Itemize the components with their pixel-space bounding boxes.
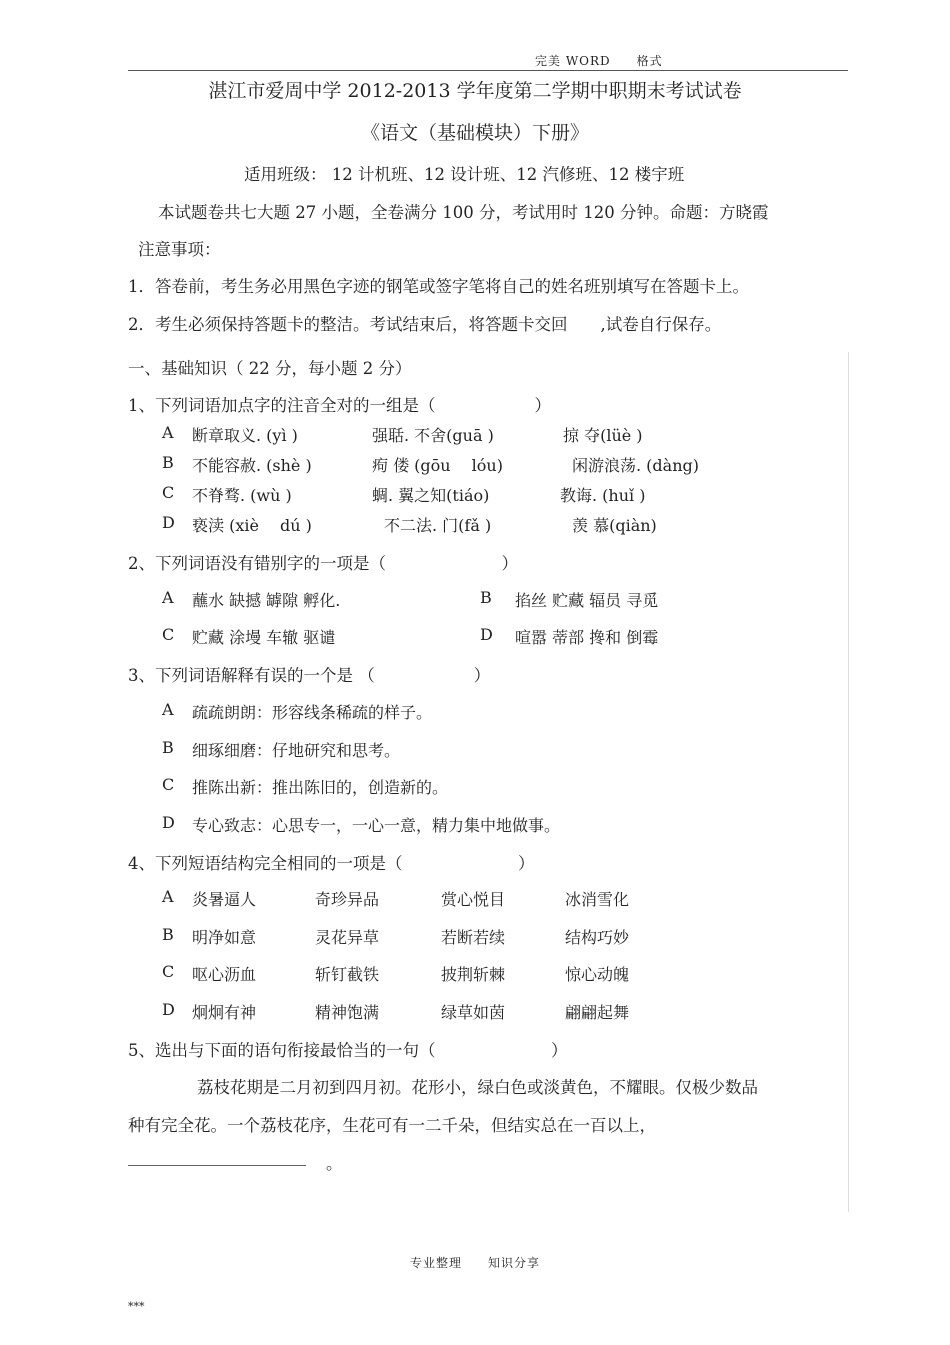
section-heading: 一、基础知识（ 22 分，每小题 2 分）: [128, 359, 412, 378]
option-letter: D: [162, 813, 175, 832]
question-5-stem: 5、选出与下面的语句衔接最恰当的一句（ ）: [128, 1041, 568, 1060]
notice-item: 1．答卷前，考生务必用黑色字迹的钢笔或签字笔将自己的姓名班别填写在答题卡上。: [128, 277, 749, 296]
exam-subtitle: 《语文（基础模块）下册》: [360, 122, 589, 144]
option-text: 推陈出新：推出陈旧的，创造新的。: [192, 778, 449, 797]
option-text: 羡 慕(qiàn): [572, 516, 657, 535]
option-letter: B: [162, 453, 174, 472]
option-letter: A: [162, 423, 174, 442]
option-text: 斩钉截铁: [315, 965, 380, 984]
option-letter: B: [162, 925, 174, 944]
page-header: 完美 WORD 格式: [535, 54, 663, 68]
option-text: 不能容赦. (shè ): [192, 456, 312, 475]
option-text: 翩翩起舞: [565, 1003, 630, 1022]
notice-item: 2．考生必须保持答题卡的整洁。考试结束后，将答题卡交回 ,试卷自行保存。: [128, 315, 722, 334]
option-text: 蜩. 翼之知(tiáo): [372, 486, 490, 505]
option-letter: B: [480, 588, 492, 607]
option-text: 冰消雪化: [565, 890, 630, 909]
header-divider: [128, 70, 848, 71]
option-letter: A: [162, 700, 174, 719]
option-text: 炎暑逼人: [192, 890, 257, 909]
option-text: 精神饱满: [315, 1003, 380, 1022]
option-text: 痀 偻 (gōu lóu): [372, 456, 503, 475]
option-text: 惊心动魄: [565, 965, 630, 984]
option-letter: C: [162, 962, 175, 981]
option-text: 细琢细磨：仔地研究和思考。: [192, 741, 401, 760]
option-text: 明净如意: [192, 928, 257, 947]
option-text: 奇珍异品: [315, 890, 380, 909]
option-text: 绿草如茵: [441, 1003, 506, 1022]
page-footer: 专业整理 知识分享: [409, 1256, 540, 1270]
option-text: 结构巧妙: [565, 928, 630, 947]
option-text: 强聒. 不舍(guā ): [372, 426, 494, 445]
option-text: 专心致志：心思专一，一心一意，精力集中地做事。: [192, 816, 561, 835]
option-text: 赏心悦目: [441, 890, 506, 909]
option-letter: D: [162, 513, 175, 532]
option-text: 不脊骛. (wù ): [192, 486, 292, 505]
question-4-stem: 4、下列短语结构完全相同的一项是（ ）: [128, 854, 535, 873]
option-text: 喧嚣 蒂部 搀和 倒霉: [515, 628, 659, 647]
option-text: 掠 夺(lüè ): [563, 426, 643, 445]
option-letter: C: [162, 625, 175, 644]
option-text: 亵渎 (xiè dú ): [192, 516, 312, 535]
option-text: 披荆斩棘: [441, 965, 506, 984]
applicable-classes: 适用班级： 12 计机班、12 设计班、12 汽修班、12 楼宇班: [244, 165, 685, 184]
passage-line: 种有完全花。一个荔枝花序，生花可有一二千朵，但结实总在一百以上，: [128, 1116, 656, 1135]
option-text: 疏疏朗朗：形容线条稀疏的样子。: [192, 703, 433, 722]
option-text: 呕心沥血: [192, 965, 257, 984]
option-letter: D: [480, 625, 493, 644]
option-text: 不二法. 门(fǎ ): [384, 516, 492, 535]
option-letter: C: [162, 775, 175, 794]
notice-title: 注意事项：: [138, 240, 221, 259]
corner-mark: ***: [128, 1300, 145, 1313]
option-text: 教诲. (huǐ ): [560, 486, 646, 505]
option-text: 灵花异草: [315, 928, 380, 947]
option-letter: A: [162, 588, 174, 607]
exam-title: 湛江市爱周中学 2012-2013 学年度第二学期中职期末考试试卷: [208, 80, 742, 102]
option-text: 掐丝 贮藏 辐员 寻觅: [515, 591, 659, 610]
question-2-stem: 2、下列词语没有错别字的一项是（ ）: [128, 554, 518, 573]
option-letter: C: [162, 483, 175, 502]
question-1-stem: 1、下列词语加点字的注音全对的一组是（ ）: [128, 396, 551, 415]
option-letter: A: [162, 887, 174, 906]
passage-line: 荔枝花期是二月初到四月初。花形小，绿白色或淡黄色，不耀眼。仅极少数品: [197, 1078, 758, 1097]
option-text: 闲游浪荡. (dàng): [572, 456, 699, 475]
option-text: 蘸水 缺撼 罅隙 孵化.: [192, 591, 341, 610]
question-3-stem: 3、下列词语解释有误的一个是 （ ）: [128, 666, 491, 685]
answer-blank: [128, 1165, 306, 1166]
option-letter: D: [162, 1000, 175, 1019]
option-text: 炯炯有神: [192, 1003, 257, 1022]
option-text: 若断若续: [441, 928, 506, 947]
exam-intro: 本试题卷共七大题 27 小题，全卷满分 100 分，考试用时 120 分钟。命题：方晓霞: [158, 203, 769, 222]
option-letter: B: [162, 738, 174, 757]
margin-line: [848, 352, 849, 1212]
option-text: 贮藏 涂墁 车辙 驱谴: [192, 628, 336, 647]
option-text: 断章取义. (yì ): [192, 426, 298, 445]
passage-end: 。: [326, 1154, 343, 1173]
